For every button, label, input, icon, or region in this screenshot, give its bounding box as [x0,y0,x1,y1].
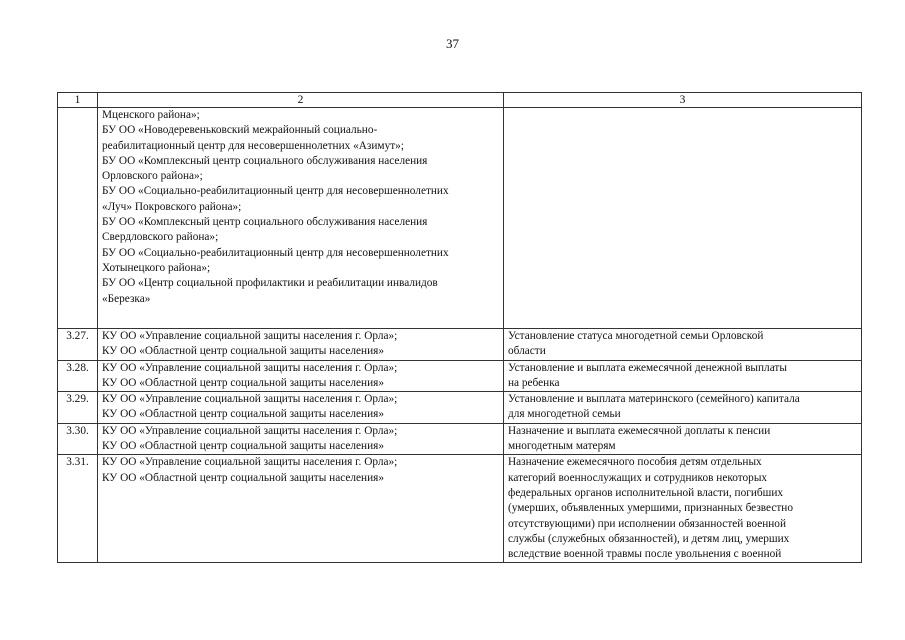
text-line: БУ ОО «Центр социальной профилактики и реабилитации инвалидов [102,277,438,290]
table-header-row [58,93,862,108]
text-line: КУ ОО «Областной центр социальной защиты населения» [102,440,384,453]
table-row [58,392,862,424]
text-line: КУ ОО «Областной центр социальной защиты населения» [102,345,384,358]
row-service [504,108,862,329]
text-line: БУ ОО «Комплексный центр социального обслуживания населения [102,154,428,167]
row-organizations [98,423,504,455]
text-line: КУ ОО «Управление социальной защиты населения г. Орла»; [102,424,398,437]
row-organizations [98,455,504,563]
text-line: «Березка» [102,292,151,305]
table-row [58,455,862,563]
text-line: КУ ОО «Управление социальной защиты населения г. Орла»; [102,456,398,469]
text-line: для многодетной семьи [508,408,621,421]
row-organizations [98,392,504,424]
text-line: КУ ОО «Областной центр социальной защиты населения» [102,408,384,421]
row-number: 3.27. [58,329,98,361]
text-line: отсутствующими) при исполнении обязанностей военной [508,517,786,530]
text-line: Установление и выплата ежемесячной денежной выплаты [508,361,787,374]
header-col-3: 3 [504,93,862,108]
text-line: Свердловского района»; [102,231,219,244]
row-service [504,423,862,455]
row-service [504,329,862,361]
text-line: многодетным матерям [508,440,616,453]
row-number: 3.28. [58,360,98,392]
page-bottom-margin [56,567,866,640]
row-organizations [98,108,504,329]
text-line: БУ ОО «Социально-реабилитационный центр для несовершеннолетних [102,185,449,198]
text-line: Мценского района»; [102,109,200,121]
text-line: вследствие военной травмы после увольнения с военной [508,548,782,561]
text-line: на ребенка [508,376,560,389]
row-service [504,360,862,392]
table-row [58,360,862,392]
text-line: Установление и выплата материнского (семейного) капитала [508,393,800,406]
row-service [504,392,862,424]
row-number: 3.31. [58,455,98,563]
row-number: 3.30. [58,423,98,455]
text-line: Установление статуса многодетной семьи Орловской [508,330,764,342]
text-line: федеральных органов исполнительной власти, погибших [508,486,784,499]
page-number: 37 [446,36,459,51]
text-line: БУ ОО «Новодеревеньковский межрайонный социально- [102,124,378,137]
services-table [57,92,862,563]
row-organizations [98,360,504,392]
text-line: категорий военнослужащих и сотрудников некоторых [508,471,768,484]
table-row-continuation [58,108,862,329]
text-line: «Луч» Покровского района»; [102,200,242,213]
text-line: реабилитационный центр для несовершеннолетних «Азимут»; [102,139,404,152]
text-line: Назначение ежемесячного пособия детям отдельных [508,456,762,469]
text-line: БУ ОО «Социально-реабилитационный центр для несовершеннолетних [102,246,449,259]
text-line: КУ ОО «Управление социальной защиты населения г. Орла»; [102,330,398,342]
text-line: области [508,345,546,358]
text-line: КУ ОО «Областной центр социальной защиты населения» [102,376,384,389]
text-line: службы (служебных обязанностей), и детям лиц, умерших [508,532,790,545]
text-line: Хотынецкого района»; [102,261,211,274]
row-organizations [98,329,504,361]
text-line: (умерших, объявленных умершими, признанных безвестно [508,502,793,515]
text-line: Назначение и выплата ежемесячной доплаты к пенсии [508,424,771,437]
header-col-1: 1 [58,93,98,108]
text-line: БУ ОО «Комплексный центр социального обслуживания населения [102,216,428,229]
row-number: 3.29. [58,392,98,424]
header-col-2: 2 [98,93,504,108]
text-line: КУ ОО «Областной центр социальной защиты населения» [102,471,384,484]
table-row [58,423,862,455]
text-line: КУ ОО «Управление социальной защиты населения г. Орла»; [102,361,398,374]
text-line: КУ ОО «Управление социальной защиты населения г. Орла»; [102,393,398,406]
row-number [58,108,98,329]
table-row [58,329,862,361]
text-line: Орловского района»; [102,170,203,183]
row-service [504,455,862,563]
